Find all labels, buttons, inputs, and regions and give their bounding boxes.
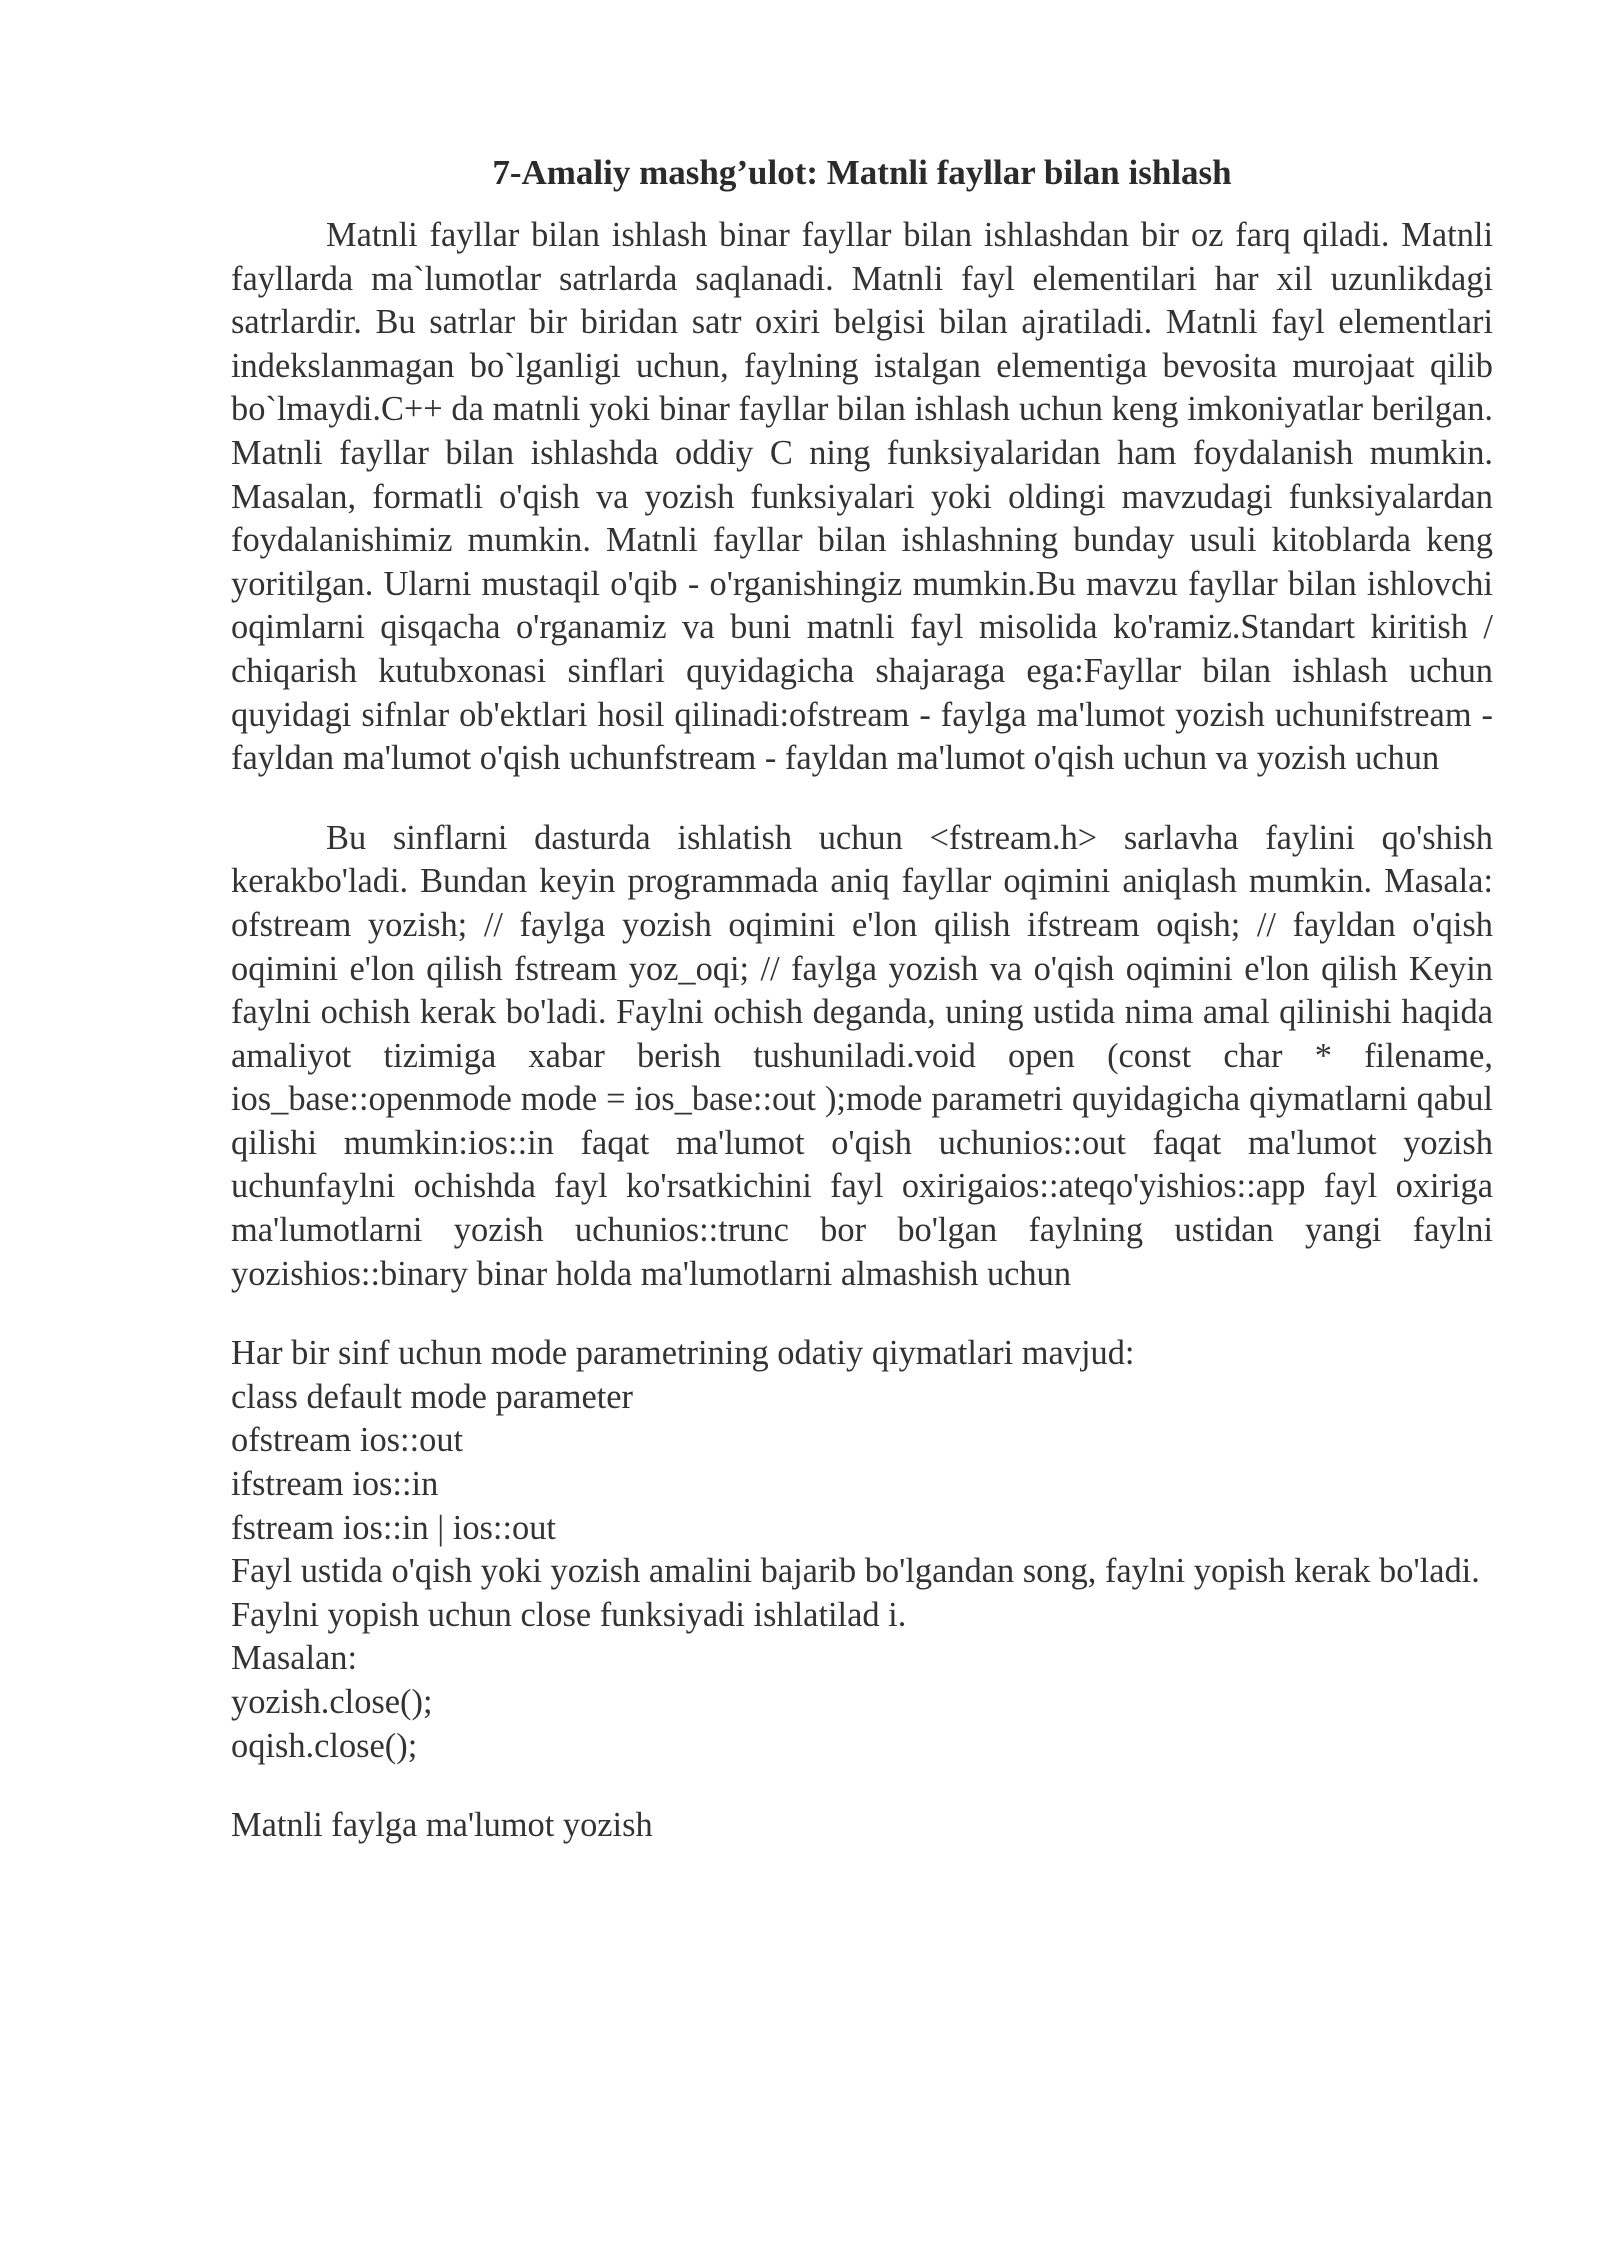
paragraph-fstream: Bu sinflarni dasturda ishlatish uchun <fstream.h> sarlavha faylini qo'shish kerakbo'ladi. Bundan keyin programmada aniq fayllar oqimini aniqlash mumkin. Masala: ofstream yozish; // faylga yozish oqimini e'lon qilish ifstream oqish; // fayldan o'qish oqimini e'lon qilish fstream yoz_oqi; // faylga yozish va o'qish oqimini e'lon qilish Keyin faylni ochish kerak bo'ladi. Faylni ochish deganda, uning ustida nima amal qilinishi haqida amaliyot tizimiga xabar berish tushuniladi.void open (const char * filename, ios_base::openmode mode = ios_base::out );mode parametri quyidagicha qiymatlarni qabul qilishi mumkin:ios::in faqat ma'lumot o'qish uchunios::out faqat ma'lumot yozish uchunfaylni ochishda fayl ko'rsatkichini fayl oxirigaios::ateqo'yishios::app fayl oxiriga ma'lumotlarni yozish uchunios::trunc bor bo'lgan faylning ustidan yangi faylni yozishios::binary binar holda ma'lumotlarni almashish uchun — [231, 818, 1493, 1293]
code-line: oqish.close(); — [231, 1726, 418, 1765]
mode-row-ifstream: ifstream ios::in — [231, 1465, 439, 1504]
paragraph-gap — [231, 1768, 1493, 1804]
mode-row-ofstream: ofstream ios::out — [231, 1421, 464, 1460]
paragraph-intro: Matnli fayllar bilan ishlash binar fayllar bilan ishlashdan bir oz farq qiladi. Matnli fayllarda ma`lumotlar satrlarda saqlanadi. Matnli fayl elementilari har xil uzunlikdagi satrlardir. Bu satrlar bir biridan satr oxiri belgisi bilan ajratiladi. Matnli fayl elementlari indekslanmagan bo`lganligi uchun, faylning istalgan elementiga bevosita murojaat qilib bo`lmaydi.C++ da matnli yoki binar fayllar bilan ishlash uchun keng imkoniyatlar berilgan. Matnli fayllar bilan ishlashda oddiy C ning funksiyalaridan ham foydalanish mumkin. Masalan, formatli o'qish va yozish funksiyalari yoki oldingi mavzudagi funksiyalardan foydalanishimiz mumkin. Matnli fayllar bilan ishlashning bunday usuli kitoblarda keng yoritilgan. Ularni mustaqil o'qib - o'rganishingiz mumkin.Bu mavzu fayllar bilan ishlovchi oqimlarni qisqacha o'rganamiz va buni matnli fayl misolida ko'ramiz.Standart kiritish / chiqarish kutubxonasi sinflari quyidagicha shajaraga ega:Fayllar bilan ishlash uchun quyidagi sifnlar ob'ektlari hosil qilinadi:ofstream - faylga ma'lumot yozish uchunifstream - fayldan ma'lumot o'qish uchunfstream - fayldan ma'lumot o'qish uchun va yozish uchun — [231, 216, 1493, 778]
section-heading: Matnli faylga ma'lumot yozish — [231, 1806, 653, 1845]
mode-defaults-intro: Har bir sinf uchun mode parametrining odatiy qiymatlari mavjud: — [231, 1334, 1135, 1373]
mode-row-fstream: fstream ios::in | ios::out — [231, 1508, 556, 1547]
close-explanation: Fayl ustida o'qish yoki yozish amalini bajarib bo'lgandan song, faylni yopish kerak bo'ladi. Faylni yopish uchun close funksiyadi ishlatilad i. — [231, 1552, 1480, 1634]
document-page — [231, 150, 1493, 1848]
paragraph-gap — [231, 1296, 1493, 1332]
page-title: 7-Amaliy mashg’ulot: Matnli fayllar bilan ishlash — [492, 153, 1232, 192]
mode-table-header: class default mode parameter — [231, 1377, 633, 1416]
paragraph-gap — [231, 781, 1493, 817]
example-label: Masalan: — [231, 1639, 358, 1678]
code-line: yozish.close(); — [231, 1683, 433, 1721]
